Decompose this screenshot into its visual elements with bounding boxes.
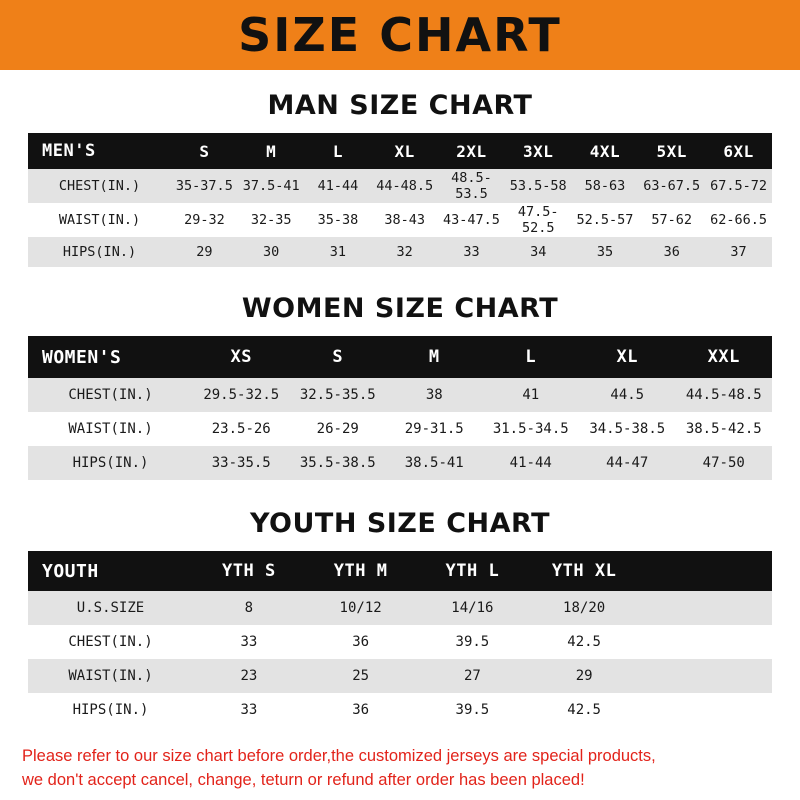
man-size-col-4: 2XL — [438, 133, 505, 169]
man-size-col-0: S — [171, 133, 238, 169]
youth-row-label-2: WAIST(IN.) — [28, 659, 193, 693]
order-policy-note — [22, 745, 778, 793]
youth-row-label-0: U.S.SIZE — [28, 591, 193, 625]
women-cell-0-0: 29.5-32.5 — [193, 378, 290, 412]
man-size-col-6: 4XL — [572, 133, 639, 169]
order-policy-note-line-2: we don't accept cancel, change, teturn or refund after order has been placed! — [22, 770, 585, 789]
women-row-label-2: HIPS(IN.) — [28, 446, 193, 480]
women-cell-2-4: 44-47 — [579, 446, 676, 480]
man-size-col-8: 6XL — [705, 133, 772, 169]
man-cell-1-4: 43-47.5 — [438, 203, 505, 237]
youth-cell-0-3: 18/20 — [528, 591, 640, 625]
man-cell-2-8: 37 — [705, 237, 772, 267]
page-banner — [0, 0, 800, 70]
table-row — [28, 693, 772, 727]
youth-row-label-1: CHEST(IN.) — [28, 625, 193, 659]
man-cell-0-3: 44-48.5 — [371, 169, 438, 203]
man-cell-2-0: 29 — [171, 237, 238, 267]
man-size-table — [28, 133, 772, 267]
youth-cell-1-spacer — [640, 625, 772, 659]
women-cell-0-1: 32.5-35.5 — [290, 378, 387, 412]
man-cell-0-7: 63-67.5 — [638, 169, 705, 203]
man-cell-2-4: 33 — [438, 237, 505, 267]
women-table-head — [28, 336, 772, 378]
women-cell-2-1: 35.5-38.5 — [290, 446, 387, 480]
youth-table-head — [28, 551, 772, 591]
table-row — [28, 446, 772, 480]
youth-cell-2-2: 27 — [417, 659, 529, 693]
man-cell-0-8: 67.5-72 — [705, 169, 772, 203]
women-cell-2-2: 38.5-41 — [386, 446, 483, 480]
man-cell-2-3: 32 — [371, 237, 438, 267]
youth-size-table — [28, 551, 772, 727]
man-size-table-wrap — [28, 133, 772, 267]
table-row — [28, 378, 772, 412]
youth-cell-1-2: 39.5 — [417, 625, 529, 659]
youth-size-table-wrap — [28, 551, 772, 727]
youth-table-body — [28, 591, 772, 727]
table-row — [28, 412, 772, 446]
youth-cell-3-spacer — [640, 693, 772, 727]
youth-section-heading: YOUTH SIZE CHART — [249, 508, 551, 539]
youth-size-col-spacer — [640, 551, 772, 591]
women-cell-0-2: 38 — [386, 378, 483, 412]
man-table-head — [28, 133, 772, 169]
man-section-heading: MAN SIZE CHART — [267, 90, 533, 121]
youth-cell-0-1: 10/12 — [305, 591, 417, 625]
man-table-body — [28, 169, 772, 267]
women-row-label-0: CHEST(IN.) — [28, 378, 193, 412]
man-header-row — [28, 133, 772, 169]
women-size-col-3: L — [483, 336, 580, 378]
youth-cell-3-1: 36 — [305, 693, 417, 727]
man-cell-1-8: 62-66.5 — [705, 203, 772, 237]
women-cell-1-0: 23.5-26 — [193, 412, 290, 446]
youth-cell-3-2: 39.5 — [417, 693, 529, 727]
youth-cell-3-3: 42.5 — [528, 693, 640, 727]
table-row — [28, 659, 772, 693]
youth-cell-1-1: 36 — [305, 625, 417, 659]
women-size-col-5: XXL — [676, 336, 773, 378]
table-row — [28, 169, 772, 203]
man-size-col-3: XL — [371, 133, 438, 169]
table-row — [28, 237, 772, 267]
women-size-table — [28, 336, 772, 480]
women-cell-1-3: 31.5-34.5 — [483, 412, 580, 446]
youth-cell-2-spacer — [640, 659, 772, 693]
man-cell-0-5: 53.5-58 — [505, 169, 572, 203]
man-cell-1-5: 47.5-52.5 — [505, 203, 572, 237]
man-cell-1-3: 38-43 — [371, 203, 438, 237]
man-row-label-2: HIPS(IN.) — [28, 237, 171, 267]
women-cell-1-4: 34.5-38.5 — [579, 412, 676, 446]
women-cell-2-3: 41-44 — [483, 446, 580, 480]
youth-cell-2-1: 25 — [305, 659, 417, 693]
man-row-label-1: WAIST(IN.) — [28, 203, 171, 237]
man-cell-0-4: 48.5-53.5 — [438, 169, 505, 203]
man-cell-1-1: 32-35 — [238, 203, 305, 237]
women-row-label-1: WAIST(IN.) — [28, 412, 193, 446]
man-cell-1-0: 29-32 — [171, 203, 238, 237]
women-cell-0-5: 44.5-48.5 — [676, 378, 773, 412]
women-cell-1-5: 38.5-42.5 — [676, 412, 773, 446]
youth-size-col-3: YTH XL — [528, 551, 640, 591]
women-size-table-wrap — [28, 336, 772, 480]
women-cell-2-5: 47-50 — [676, 446, 773, 480]
man-cell-1-2: 35-38 — [305, 203, 372, 237]
table-row — [28, 625, 772, 659]
man-cell-0-6: 58-63 — [572, 169, 639, 203]
women-size-col-4: XL — [579, 336, 676, 378]
youth-cell-0-0: 8 — [193, 591, 305, 625]
women-size-col-2: M — [386, 336, 483, 378]
women-section-heading: WOMEN SIZE CHART — [241, 293, 559, 324]
women-cell-0-4: 44.5 — [579, 378, 676, 412]
women-size-col-0: XS — [193, 336, 290, 378]
women-row-header: WOMEN'S — [28, 336, 193, 378]
youth-size-col-2: YTH L — [417, 551, 529, 591]
man-size-col-2: L — [305, 133, 372, 169]
women-size-col-1: S — [290, 336, 387, 378]
man-cell-2-1: 30 — [238, 237, 305, 267]
youth-size-col-0: YTH S — [193, 551, 305, 591]
women-cell-1-1: 26-29 — [290, 412, 387, 446]
youth-row-header: YOUTH — [28, 551, 193, 591]
man-row-label-0: CHEST(IN.) — [28, 169, 171, 203]
page-title: SIZE CHART — [238, 8, 562, 62]
man-size-col-1: M — [238, 133, 305, 169]
man-row-header: MEN'S — [28, 133, 171, 169]
youth-cell-3-0: 33 — [193, 693, 305, 727]
man-cell-1-6: 52.5-57 — [572, 203, 639, 237]
order-policy-note-line-1: Please refer to our size chart before order,the customized jerseys are special products, — [22, 747, 656, 765]
table-row — [28, 591, 772, 625]
man-cell-1-7: 57-62 — [638, 203, 705, 237]
man-cell-2-2: 31 — [305, 237, 372, 267]
women-header-row — [28, 336, 772, 378]
youth-cell-1-3: 42.5 — [528, 625, 640, 659]
youth-cell-1-0: 33 — [193, 625, 305, 659]
man-size-col-7: 5XL — [638, 133, 705, 169]
women-cell-2-0: 33-35.5 — [193, 446, 290, 480]
man-cell-0-0: 35-37.5 — [171, 169, 238, 203]
women-cell-0-3: 41 — [483, 378, 580, 412]
youth-size-col-1: YTH M — [305, 551, 417, 591]
man-cell-2-7: 36 — [638, 237, 705, 267]
youth-cell-0-spacer — [640, 591, 772, 625]
women-table-body — [28, 378, 772, 480]
man-cell-0-2: 41-44 — [305, 169, 372, 203]
youth-cell-2-3: 29 — [528, 659, 640, 693]
youth-header-row — [28, 551, 772, 591]
man-cell-2-6: 35 — [572, 237, 639, 267]
man-cell-2-5: 34 — [505, 237, 572, 267]
table-row — [28, 203, 772, 237]
man-size-col-5: 3XL — [505, 133, 572, 169]
women-cell-1-2: 29-31.5 — [386, 412, 483, 446]
youth-row-label-3: HIPS(IN.) — [28, 693, 193, 727]
man-cell-0-1: 37.5-41 — [238, 169, 305, 203]
youth-cell-2-0: 23 — [193, 659, 305, 693]
youth-cell-0-2: 14/16 — [417, 591, 529, 625]
